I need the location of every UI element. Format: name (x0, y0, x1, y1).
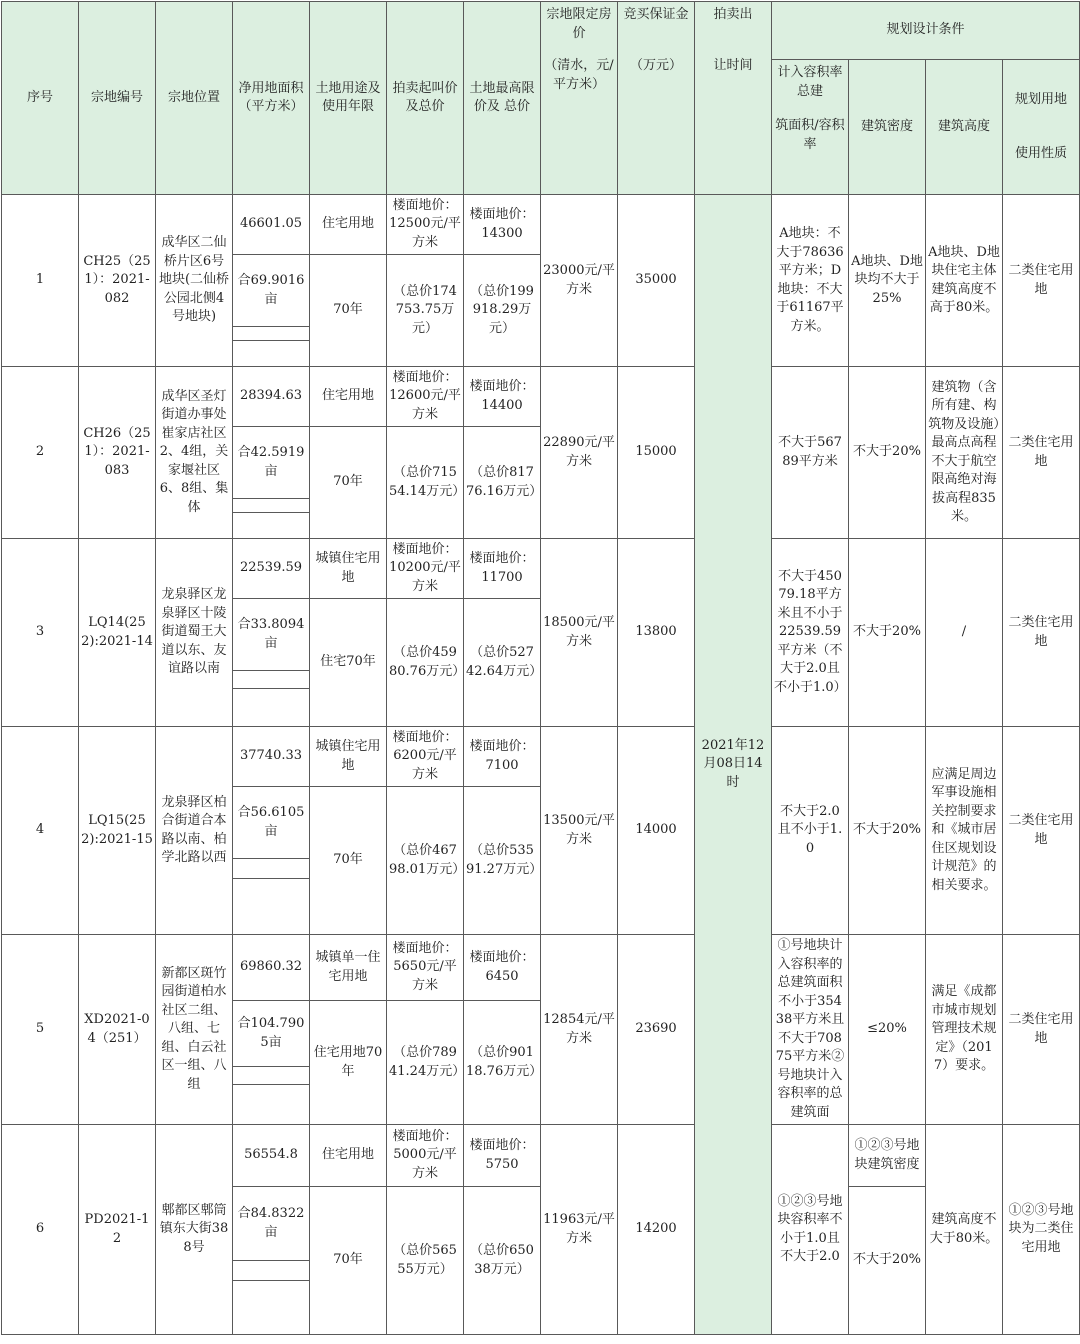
row-max-unit: 楼面地价：14300 (464, 195, 541, 255)
row-plot-code: PD2021-12 (79, 1125, 156, 1335)
row-density-top: ①②③号地块建筑密度 (849, 1125, 926, 1187)
row-max-unit: 楼面地价：11700 (464, 539, 541, 599)
row-far: A地块：不大于78636平方米；D地块：不大于61167平方米。 (772, 195, 849, 367)
row-deposit: 14000 (618, 727, 695, 935)
row-term: 70年 (310, 427, 387, 539)
row-house-price: 12854元/平方米 (541, 935, 618, 1125)
row-max-total: （总价52742.64万元） (464, 599, 541, 727)
row-nature: 二类住宅用地 (1003, 935, 1080, 1125)
row-seq: 5 (2, 935, 79, 1125)
row-area: 22539.59 (233, 539, 310, 599)
empty-cell (233, 859, 310, 879)
header-deposit-unit: （万元） (629, 57, 682, 73)
header-far-line1: 计入容积率总建 (777, 65, 843, 99)
row-area: 46601.05 (233, 195, 310, 255)
row-deposit: 15000 (618, 367, 695, 539)
header-start-price: 拍卖起叫价及总价 (387, 2, 464, 195)
row-house-price: 18500元/平方米 (541, 539, 618, 727)
row-height: 满足《成都市城市规划管理技术规定》（2017）要求。 (926, 935, 1003, 1125)
header-house-price-unit: （清水，元/平方米） (544, 58, 614, 92)
header-far-line2: 筑面积/容积率 (775, 118, 845, 152)
header-use-nature-line1: 规划用地 (1015, 91, 1068, 107)
row-area-mu: 合104.7905亩 (233, 1001, 310, 1067)
header-auction-time (695, 2, 772, 195)
row-nature: 二类住宅用地 (1003, 727, 1080, 935)
row-location: 成华区圣灯街道办事处崔家店社区2、4组，关家堰社区6、8组、集体 (156, 367, 233, 539)
row-deposit: 35000 (618, 195, 695, 367)
row-plot-code: XD2021-04（251） (79, 935, 156, 1125)
row-deposit: 13800 (618, 539, 695, 727)
row-start-total: （总价174753.75万元） (387, 255, 464, 367)
table-row (2, 935, 1080, 1001)
row-area-mu: 合69.9016亩 (233, 255, 310, 327)
empty-cell (233, 513, 310, 539)
row-area: 37740.33 (233, 727, 310, 787)
row-use: 住宅用地 (310, 1125, 387, 1187)
row-density: 不大于20% (849, 367, 926, 539)
row-seq: 1 (2, 195, 79, 367)
row-max-unit: 楼面地价：6450 (464, 935, 541, 1001)
row-far: ①②③号地块容积率不小于1.0且不大于2.0 (772, 1125, 849, 1335)
header-plot-code: 宗地编号 (79, 2, 156, 195)
row-plot-code: CH26（251）：2021-083 (79, 367, 156, 539)
row-area-mu: 合84.8322亩 (233, 1187, 310, 1261)
empty-cell (233, 1067, 310, 1085)
empty-cell (233, 1281, 310, 1335)
row-term: 70年 (310, 255, 387, 367)
land-auction-table (1, 1, 1080, 1335)
row-plot-code: LQ15(252):2021-15 (79, 727, 156, 935)
row-far: 不大于56789平方米 (772, 367, 849, 539)
row-term: 住宅70年 (310, 599, 387, 727)
row-house-price: 22890元/平方米 (541, 367, 618, 539)
empty-cell (233, 1261, 310, 1281)
row-house-price: 23000元/平方米 (541, 195, 618, 367)
row-use: 住宅用地 (310, 367, 387, 427)
row-area: 56554.8 (233, 1125, 310, 1187)
row-start-total: （总价56555万元） (387, 1187, 464, 1335)
row-seq: 6 (2, 1125, 79, 1335)
auction-time-cell: 2021年12月08日14时 (695, 195, 772, 1335)
row-density: 不大于20% (849, 539, 926, 727)
row-use: 城镇住宅用地 (310, 727, 387, 787)
table-row (2, 367, 1080, 427)
row-area: 28394.63 (233, 367, 310, 427)
row-max-unit: 楼面地价：7100 (464, 727, 541, 787)
header-net-area: 净用地面积（平方米） (233, 2, 310, 195)
header-location: 宗地位置 (156, 2, 233, 195)
row-far: 不大于45079.18平方米且不小于22539.59平方米（不大于2.0且不小于1.0） (772, 539, 849, 727)
row-max-total: （总价199918.29万元） (464, 255, 541, 367)
row-start-unit: 楼面地价：6200元/平方米 (387, 727, 464, 787)
empty-cell (233, 879, 310, 935)
table-row (2, 539, 1080, 599)
row-deposit: 23690 (618, 935, 695, 1125)
table-row (2, 1125, 1080, 1187)
header-planning: 规划设计条件 (772, 2, 1080, 60)
row-max-unit: 楼面地价：5750 (464, 1125, 541, 1187)
row-height: 应满足周边军事设施相关控制要求和《城市居住区规划设计规范》的相关要求。 (926, 727, 1003, 935)
row-use: 城镇住宅用地 (310, 539, 387, 599)
row-nature: ①②③号地块为二类住宅用地 (1003, 1125, 1080, 1335)
row-house-price: 13500元/平方米 (541, 727, 618, 935)
row-far: 不大于2.0且不小于1.0 (772, 727, 849, 935)
row-start-total: （总价71554.14万元） (387, 427, 464, 539)
header-max-price: 土地最高限价及 总价 (464, 2, 541, 195)
empty-cell (233, 671, 310, 689)
row-density: 不大于20% (849, 727, 926, 935)
row-height: A地块、D地块住宅主体建筑高度不高于80米。 (926, 195, 1003, 367)
row-area-mu: 合42.5919亩 (233, 427, 310, 499)
row-location: 郫都区郫筒镇东大街388号 (156, 1125, 233, 1335)
row-seq: 2 (2, 367, 79, 539)
row-max-total: （总价53591.27万元） (464, 787, 541, 935)
row-max-total: （总价65038万元） (464, 1187, 541, 1335)
row-start-total: （总价45980.76万元） (387, 599, 464, 727)
header-seq: 序号 (2, 2, 79, 195)
header-height: 建筑高度 (926, 60, 1003, 195)
empty-cell (233, 341, 310, 367)
row-use: 住宅用地 (310, 195, 387, 255)
row-start-total: （总价78941.24万元） (387, 1001, 464, 1125)
header-house-price-title: 宗地限定房价 (546, 7, 612, 41)
row-height: / (926, 539, 1003, 727)
row-seq: 3 (2, 539, 79, 727)
row-max-total: （总价90118.76万元） (464, 1001, 541, 1125)
row-far: ①号地块计入容积率的总建筑面积不小于35438平方米且不大于70875平方米②号地块计入容积率的总建筑面 (772, 935, 849, 1125)
row-start-unit: 楼面地价：5000元/平方米 (387, 1125, 464, 1187)
row-house-price: 11963元/平方米 (541, 1125, 618, 1335)
row-density: ≤20% (849, 935, 926, 1125)
row-height: 建筑物（含所有建、构筑物及设施）最高点高程不大于航空限高绝对海拔高程835米。 (926, 367, 1003, 539)
row-plot-code: LQ14(252):2021-14 (79, 539, 156, 727)
row-deposit: 14200 (618, 1125, 695, 1335)
row-nature: 二类住宅用地 (1003, 367, 1080, 539)
row-nature: 二类住宅用地 (1003, 539, 1080, 727)
header-use-nature-line2: 使用性质 (1015, 146, 1068, 161)
row-nature: 二类住宅用地 (1003, 195, 1080, 367)
row-use: 城镇单一住宅用地 (310, 935, 387, 1001)
row-height: 建筑高度不大于80米。 (926, 1125, 1003, 1335)
header-density: 建筑密度 (849, 60, 926, 195)
table-row (2, 195, 1080, 255)
row-term: 70年 (310, 787, 387, 935)
row-start-unit: 楼面地价：12500元/平方米 (387, 195, 464, 255)
row-term: 住宅用地70年 (310, 1001, 387, 1125)
row-density: 不大于20% (849, 1187, 926, 1335)
row-start-unit: 楼面地价：10200元/平方米 (387, 539, 464, 599)
header-use-term: 土地用途及使用年限 (310, 2, 387, 195)
table-row (2, 727, 1080, 787)
empty-cell (233, 1085, 310, 1125)
row-area-mu: 合56.6105亩 (233, 787, 310, 859)
row-location: 成华区二仙桥片区6号地块(二仙桥公园北侧4号地块) (156, 195, 233, 367)
empty-cell (233, 689, 310, 727)
row-start-total: （总价46798.01万元） (387, 787, 464, 935)
header-use-nature (1003, 60, 1080, 195)
row-start-unit: 楼面地价：12600元/平方米 (387, 367, 464, 427)
row-density: A地块、D地块均不大于25% (849, 195, 926, 367)
row-max-unit: 楼面地价：14400 (464, 367, 541, 427)
empty-cell (233, 327, 310, 341)
row-term: 70年 (310, 1187, 387, 1335)
header-far (772, 60, 849, 195)
row-location: 龙泉驿区龙泉驿区十陵街道蜀王大道以东、友谊路以南 (156, 539, 233, 727)
row-location: 新都区斑竹园街道柏水社区二组、八组、七组、白云社区一组、八组 (156, 935, 233, 1125)
empty-cell (233, 499, 310, 513)
header-deposit-title: 竞买保证金 (623, 7, 689, 22)
row-plot-code: CH25（251）：2021-082 (79, 195, 156, 367)
row-start-unit: 楼面地价：5650元/平方米 (387, 935, 464, 1001)
row-area-mu: 合33.8094亩 (233, 599, 310, 671)
header-house-price-limit (541, 2, 618, 195)
row-seq: 4 (2, 727, 79, 935)
header-auction-time-line1: 拍卖出 (713, 7, 753, 22)
header-deposit (618, 2, 695, 195)
row-max-total: （总价81776.16万元） (464, 427, 541, 539)
row-location: 龙泉驿区柏合街道合本路以南、柏学北路以西 (156, 727, 233, 935)
row-area: 69860.32 (233, 935, 310, 1001)
header-auction-time-line2: 让时间 (713, 57, 753, 73)
